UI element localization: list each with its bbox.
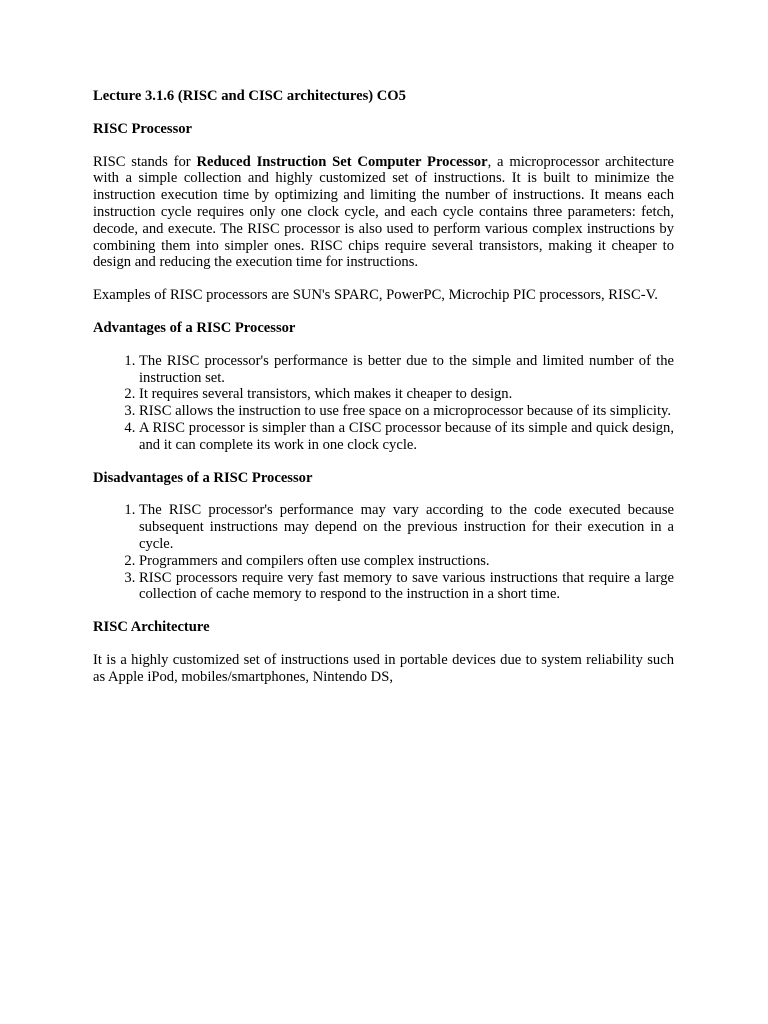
intro-text-rest: , a microprocessor architecture with a simple collection and highly customized set of instructions. It is built to minimize the instruction execution time by optimizing and limiting the number of instructions. It means each instruction cycle requires only one clock cycle, and each cycle contains three parameters: fetch, decode, and execute. The RISC processor is also used to perform various complex instructions by combining them into simpler ones. RISC chips require several transistors, making it cheaper to design and reducing the execution time for instructions. [93,153,675,271]
document-page [93,88,674,686]
list-item: 2. Programmers and compilers often use complex instructions. [139,553,674,570]
intro-paragraph [93,154,674,272]
list-item: 2. It requires several transistors, which makes it cheaper to design. [139,386,674,403]
list-item: 3. RISC allows the instruction to use free space on a microprocessor because of its simplicity. [139,403,674,420]
advantages-heading: Advantages of a RISC Processor [93,319,296,336]
lecture-title: Lecture 3.1.6 (RISC and CISC architectures) CO5 [93,88,406,104]
architecture-paragraph: It is a highly customized set of instructions used in portable devices due to system reliability such as Apple iPod, mobiles/smartphones, Nintendo DS, [93,651,674,685]
list-item: 1. The RISC processor's performance may vary according to the code executed because subsequent instructions may depend on the previous instruction for their execution in a cycle. [139,502,674,552]
list-item: 4. A RISC processor is simpler than a CISC processor because of its simple and quick design, and it can complete its work in one clock cycle. [139,420,674,454]
intro-text-start: RISC stands for [93,153,197,170]
list-item: 3. RISC processors require very fast memory to save various instructions that require a large collection of cache memory to respond to the instruction in a short time. [139,570,674,604]
disadvantages-list [93,502,674,603]
examples-paragraph: Examples of RISC processors are SUN's SPARC, PowerPC, Microchip PIC processors, RISC-V. [93,287,658,304]
disadvantages-heading: Disadvantages of a RISC Processor [93,469,313,486]
advantages-list [93,353,674,454]
risc-processor-heading: RISC Processor [93,120,193,137]
architecture-heading: RISC Architecture [93,619,210,636]
intro-bold-term: Reduced Instruction Set Computer Processor [196,153,488,170]
list-item: 1. The RISC processor's performance is better due to the simple and limited number of the instruction set. [139,353,674,387]
